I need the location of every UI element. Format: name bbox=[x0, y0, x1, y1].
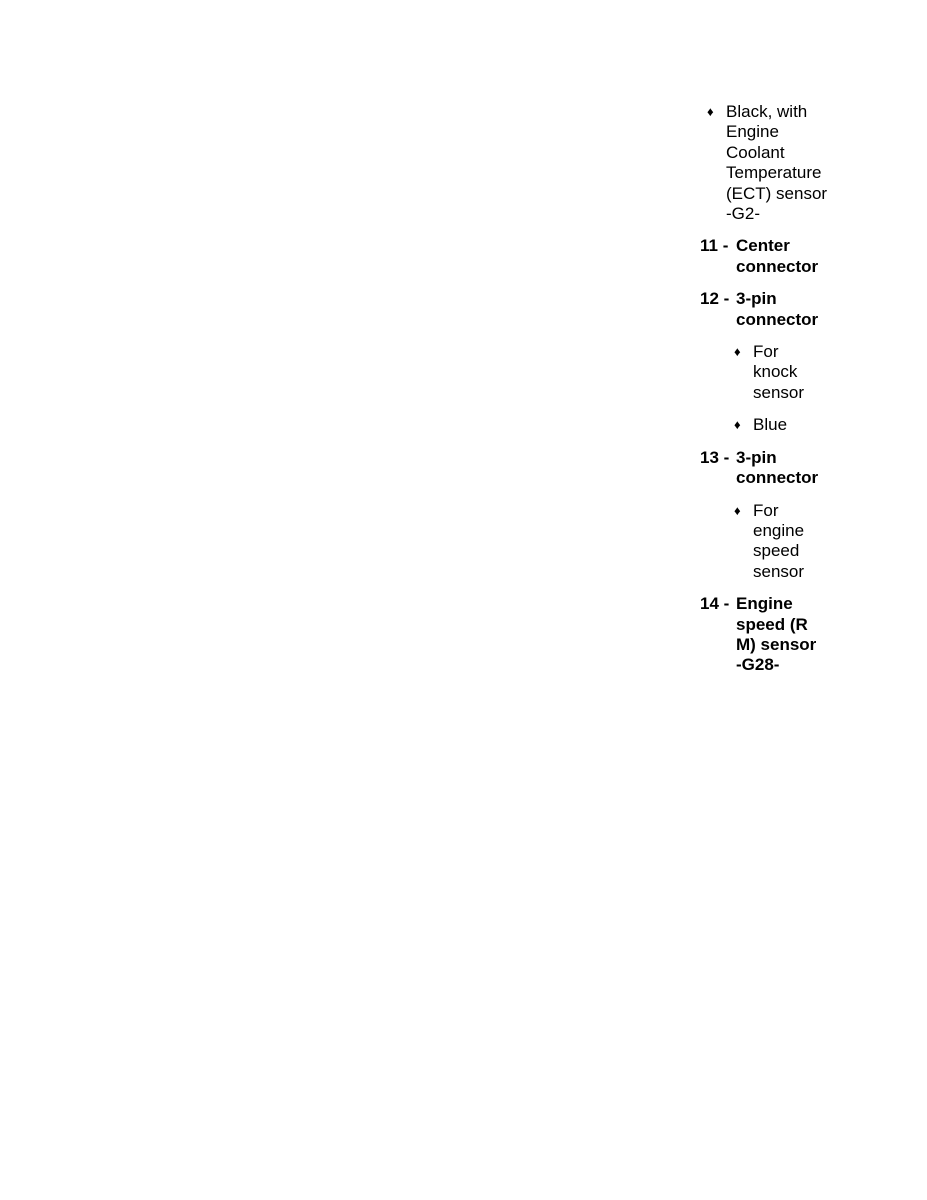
item-label: 3-pin connector bbox=[736, 289, 819, 329]
item-number: 14 - bbox=[700, 594, 730, 614]
legend-sub-bullet bbox=[727, 415, 817, 435]
legend-item-13 bbox=[700, 448, 836, 489]
item-number: 13 - bbox=[700, 447, 730, 467]
component-legend bbox=[700, 102, 920, 688]
legend-bullet bbox=[700, 102, 836, 224]
diamond-bullet-icon: ♦ bbox=[734, 344, 741, 360]
bullet-text: Black, with Engine Coolant Temperature (ECT) sensor -G2- bbox=[726, 102, 828, 224]
bullet-text: For engine speed sensor bbox=[753, 500, 805, 581]
item-number: 11 - bbox=[700, 236, 729, 256]
legend-item-11 bbox=[700, 236, 836, 277]
bullet-text: For knock sensor bbox=[753, 342, 805, 402]
diamond-bullet-icon: ♦ bbox=[707, 104, 714, 119]
legend-item-12 bbox=[700, 289, 836, 330]
item-label: 3-pin connector bbox=[736, 447, 819, 488]
item-label: Center connector bbox=[736, 236, 819, 276]
item-number: 12 - bbox=[700, 289, 730, 309]
bullet-text: Blue bbox=[753, 415, 788, 435]
legend-sub-bullet bbox=[727, 342, 817, 403]
item-label: Engine speed (R M) sensor -G28- bbox=[736, 594, 817, 675]
diamond-bullet-icon: ♦ bbox=[734, 502, 741, 518]
legend-item-14 bbox=[700, 594, 826, 676]
legend-sub-bullet bbox=[727, 501, 817, 583]
diamond-bullet-icon: ♦ bbox=[734, 417, 741, 433]
